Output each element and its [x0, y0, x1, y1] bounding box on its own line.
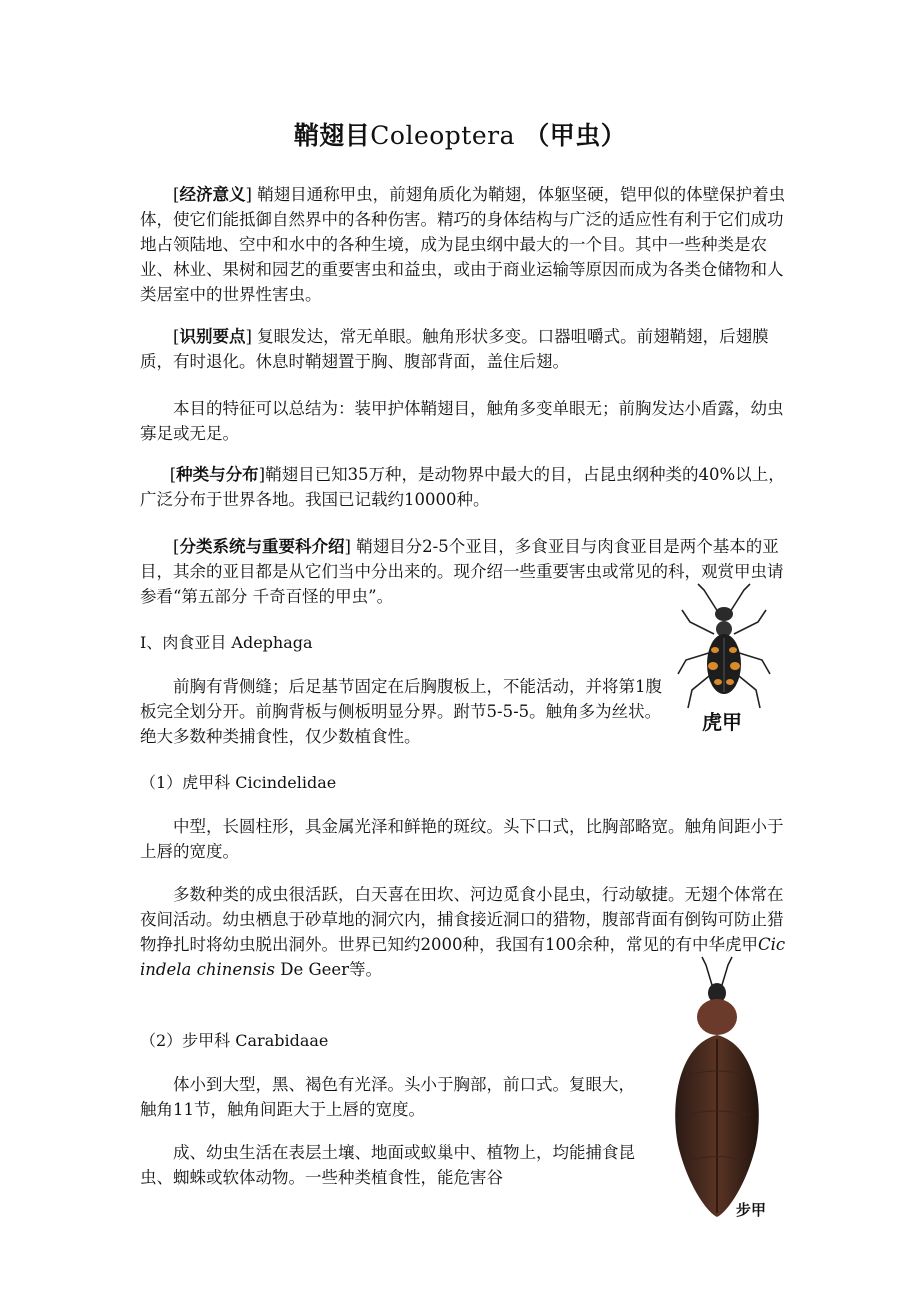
tiger-beetle-figure: [668, 582, 784, 734]
label-economic: 经济意义: [179, 185, 246, 204]
text-family1-b: 多数种类的成虫很活跃，白天喜在田坎、河边觅食小昆虫，行动敏捷。无翅个体常在夜间活动。幼虫栖息于砂草地的洞穴内，捕食接近洞口的猎物，腹部背面有倒钩可防止猎物挣扎时将幼虫脱出洞外。世界已知约2000种，我国有100余种，常见的有中华虎甲: [140, 885, 784, 954]
paragraph-family1-a: [140, 814, 790, 864]
text-suborder: 前胸有背侧缝；后足基节固定在后胸腹板上，不能活动，并将第1腹板完全划分开。前胸背板与侧板明显分界。跗节5-5-5。触角多为丝状。绝大多数种类捕食性，仅少数植食性。: [140, 677, 662, 746]
paragraph-family2-b: [140, 1140, 635, 1190]
text-identify: 复眼发达，常无单眼。触角形状多变。口器咀嚼式。前翅鞘翅，后翅膜质，有时退化。休息时鞘翅置于胸、腹部背面，盖住后翅。: [140, 327, 769, 371]
paragraph-suborder: [140, 674, 670, 749]
title-latin: Coleoptera: [370, 121, 515, 150]
ground-beetle-icon: [648, 955, 782, 1223]
label-identify: 识别要点: [179, 327, 246, 346]
text-summary: 本目的特征可以总结为：装甲护体鞘翅目，触角多变单眼无；前胸发达小盾露，幼虫寡足或无足。: [140, 399, 784, 443]
text-family1-a: 中型，长圆柱形，具金属光泽和鲜艳的斑纹。头下口式，比胸部略宽。触角间距小于上唇的宽度。: [140, 817, 784, 861]
paragraph-identify: [识别要点] 复眼发达，常无单眼。触角形状多变。口器咀嚼式。前翅鞘翅，后翅膜质，有时退化。休息时鞘翅置于胸、腹部背面，盖住后翅。: [140, 327, 769, 371]
title-cn: 鞘翅目: [293, 121, 371, 150]
family2-heading: （2）步甲科 Carabidaae: [140, 1031, 329, 1050]
suborder-heading: I、肉食亚目 Adephaga: [140, 633, 313, 652]
scientific-name: Cicindela chinensis: [140, 935, 786, 979]
paragraph-economic: [经济意义] 鞘翅目通称甲虫，前翅角质化为鞘翅，体躯坚硬，铠甲似的体壁保护着虫体，使它们能抵御自然界中的各种伤害。精巧的身体结构与广泛的适应性有利于它们成功地占领陆地、空中和水中的各种生境，成为昆虫纲中最大的一个目。其中一些种类是农业、林业、果树和园艺的重要害虫和益虫，或由于商业运输等原因而成为各类仓储物和人类居室中的世界性害虫。: [140, 185, 786, 304]
text-family1-b-end: De Geer等。: [274, 960, 383, 979]
text-economic: 鞘翅目通称甲虫，前翅角质化为鞘翅，体躯坚硬，铠甲似的体壁保护着虫体，使它们能抵御自然界中的各种伤害。精巧的身体结构与广泛的适应性有利于它们成功地占领陆地、空中和水中的各种生境，成为昆虫纲中最大的一个目。其中一些种类是农业、林业、果树和园艺的重要害虫和益虫，或由于商业运输等原因而成为各类仓储物和人类居室中的世界性害虫。: [140, 185, 786, 304]
paragraph-family2-a: [140, 1072, 635, 1122]
text-family2-a: 体小到大型，黑、褐色有光泽。头小于胸部，前口式。复眼大，触角11节，触角间距大于上唇的宽度。: [140, 1075, 635, 1119]
ground-beetle-label: 步甲: [736, 1201, 767, 1219]
text-family2-b: 成、幼虫生活在表层土壤、地面或蚁巢中、植物上，均能捕食昆虫、蜘蛛或软体动物。一些种类植食性，能危害谷: [140, 1143, 635, 1187]
family1-heading: （1）虎甲科 Cicindelidae: [140, 773, 337, 792]
label-species: 种类与分布: [176, 465, 259, 484]
title-sub: （甲虫）: [524, 121, 627, 150]
paragraph-classification: [分类系统与重要科介绍] 鞘翅目分2-5个亚目，多食亚目与肉食亚目是两个基本的亚目，其余的亚目都是从它们当中分出来的。现介绍一些重要害虫或常见的科，观赏甲虫请参看“第五部分 千奇百怪的甲虫”。: [140, 537, 784, 606]
paragraph-species: [种类与分布]鞘翅目已知35万种，是动物界中最大的目，占昆虫纲种类的40%以上，广泛分布于世界各地。我国已记载约10000种。: [140, 465, 785, 509]
ground-beetle-figure: [648, 955, 782, 1223]
text-species: 鞘翅目已知35万种，是动物界中最大的目，占昆虫纲种类的40%以上，广泛分布于世界各地。我国已记载约10000种。: [140, 465, 785, 509]
text-classification: 鞘翅目分2-5个亚目，多食亚目与肉食亚目是两个基本的亚目，其余的亚目都是从它们当中分出来的。现介绍一些重要害虫或常见的科，观赏甲虫请参看“第五部分 千奇百怪的甲虫”。: [140, 537, 784, 606]
page-title: [0, 116, 920, 152]
label-classification: 分类系统与重要科介绍: [179, 537, 345, 556]
tiger-beetle-label: 虎甲: [702, 710, 742, 734]
paragraph-summary: [140, 396, 790, 446]
